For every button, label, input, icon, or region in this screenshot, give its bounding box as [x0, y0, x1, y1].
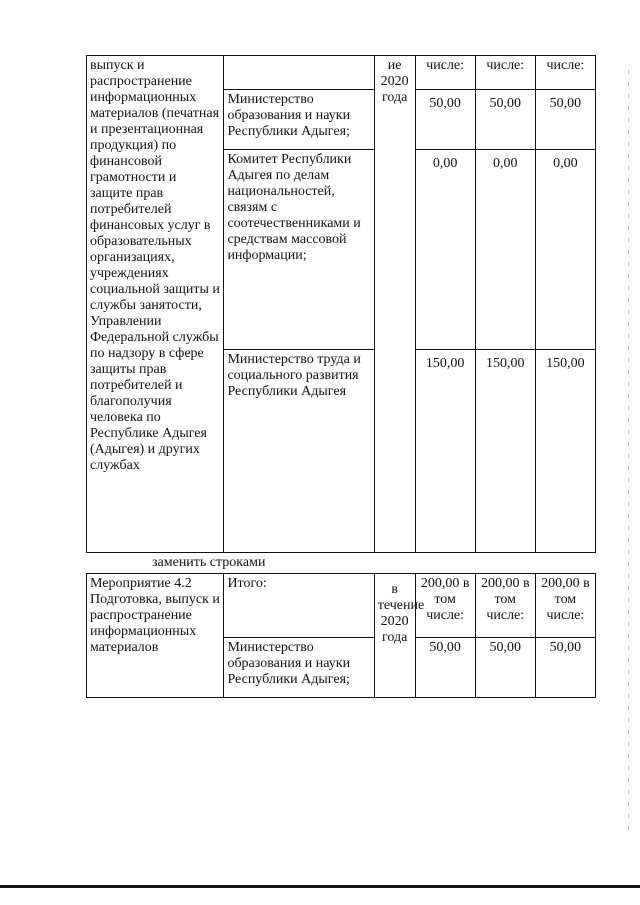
page-bottom-rule [0, 885, 640, 888]
value-cell: 200,00 в том числе: [535, 574, 595, 638]
value-cell: 200,00 в том числе: [475, 574, 535, 638]
period-cell: ие 2020 года [374, 56, 415, 553]
executor-cell-empty [224, 56, 374, 90]
value-cell: 0,00 [535, 150, 595, 350]
value-cell: 150,00 [415, 350, 475, 553]
value-cell: 0,00 [475, 150, 535, 350]
value-cell: 50,00 [415, 90, 475, 150]
value-cell: 50,00 [535, 90, 595, 150]
executor-cell: Министерство труда и социального развития Республики Адыгея [224, 350, 374, 553]
value-cell: 50,00 [415, 638, 475, 698]
upper-table [86, 55, 596, 553]
scan-edge-line [628, 70, 629, 830]
executor-cell: Министерство образования и науки Республики Адыгея; [224, 90, 374, 150]
value-cell: 50,00 [475, 638, 535, 698]
value-cell: 50,00 [475, 90, 535, 150]
executor-cell: Министерство образования и науки Республики Адыгея; [224, 638, 374, 698]
value-header-cell: числе: [535, 56, 595, 90]
value-cell: 50,00 [535, 638, 595, 698]
value-cell: 0,00 [415, 150, 475, 350]
replace-instruction: заменить строками [152, 555, 266, 570]
measure-cell: выпуск и распространение информационных материалов (печатная и презентационная продукция) по финансовой грамотности и защите прав потребителей финансовых услуг в образовательных организациях, учреждениях социальной защиты и службы занятости, Управлении Федеральной службы по надзору в сфере защиты прав потребителей и благополучия человека по Республике Адыгея (Адыгея) и других службах [87, 56, 224, 553]
value-header-cell: числе: [475, 56, 535, 90]
table-row [87, 56, 596, 90]
value-header-cell: числе: [415, 56, 475, 90]
lower-table [86, 573, 596, 698]
value-cell: 150,00 [475, 350, 535, 553]
measure-cell: Мероприятие 4.2 Подготовка, выпуск и распространение информационных материалов [87, 574, 224, 698]
executor-cell: Итого: [224, 574, 374, 638]
value-cell: 150,00 [535, 350, 595, 553]
period-cell: в течение 2020 года [374, 574, 415, 698]
table-row [87, 574, 596, 638]
executor-cell: Комитет Республики Адыгея по делам национальностей, связям с соотечественниками и средствам массовой информации; [224, 150, 374, 350]
value-cell: 200,00 в том числе: [415, 574, 475, 638]
